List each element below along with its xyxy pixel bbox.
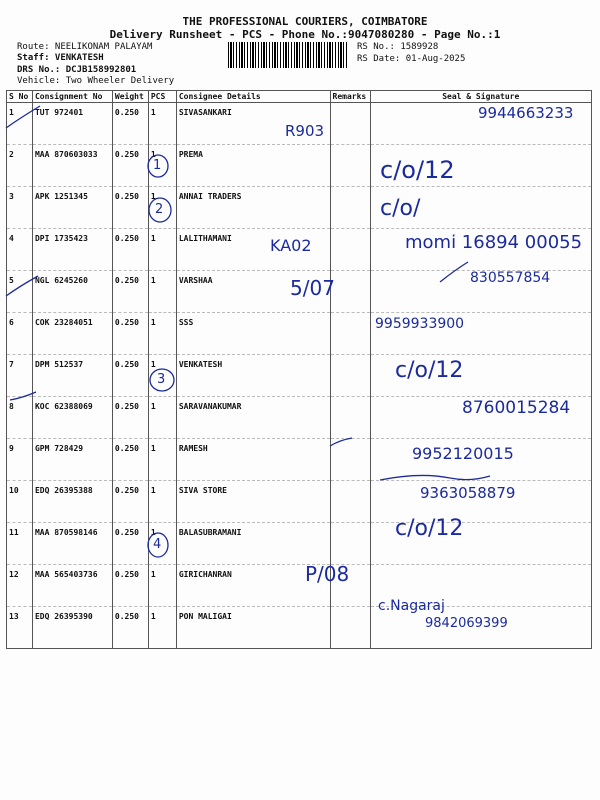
col-consignment: Consignment No (32, 91, 112, 103)
cell-consignment-no: KOC 62388069 (32, 397, 112, 439)
cell-sno: 13 (7, 607, 33, 649)
cell-consignment-no: NGL 6245260 (32, 271, 112, 313)
cell-consignment-no: APK 1251345 (32, 187, 112, 229)
hw-sig-row11: c/o/12 (395, 516, 464, 541)
cell-sno: 4 (7, 229, 33, 271)
cell-consignment-no: GPM 728429 (32, 439, 112, 481)
hw-sig-row4: momi 16894 00055 (405, 232, 583, 253)
cell-weight: 0.250 (112, 355, 148, 397)
cell-sno: 3 (7, 187, 33, 229)
tick-mark-row8 (10, 392, 36, 400)
cell-consignment-no: DPI 1735423 (32, 229, 112, 271)
cell-weight: 0.250 (112, 565, 148, 607)
cell-consignee: VARSHAA (176, 271, 330, 313)
cell-weight: 0.250 (112, 145, 148, 187)
cell-pcs: 1 (148, 397, 176, 439)
route-label: Route: NEELIKONAM PALAYAM (17, 42, 153, 52)
cell-consignment-no: EDQ 26395388 (32, 481, 112, 523)
cell-consignee: BALASUBRAMANI (176, 523, 330, 565)
hw-circle-row3: 2 (155, 202, 164, 217)
cell-pcs: 1 (148, 145, 176, 187)
tick-mark-row5 (6, 276, 38, 296)
cell-pcs: 1 (148, 313, 176, 355)
hw-phone-row5: 830557854 (470, 270, 551, 286)
cell-sno: 2 (7, 145, 33, 187)
cell-consignee: SIVA STORE (176, 481, 330, 523)
cell-consignee: SSS (176, 313, 330, 355)
cell-consignee: ANNAI TRADERS (176, 187, 330, 229)
col-pcs: PCS (148, 91, 176, 103)
cell-consignment-no: DPM 512537 (32, 355, 112, 397)
vehicle-label: Vehicle: Two Wheeler Delivery (17, 76, 175, 86)
hw-phone-row13: 9842069399 (425, 616, 508, 631)
tick-mark-row1 (6, 106, 40, 128)
cell-consignee: GIRICHANRAN (176, 565, 330, 607)
hw-phone-row1: 9944663233 (478, 104, 574, 122)
hw-sig-row3: c/o/ (380, 196, 421, 221)
cell-weight: 0.250 (112, 313, 148, 355)
cell-weight: 0.250 (112, 229, 148, 271)
hw-code-row5: 5/07 (290, 276, 335, 300)
cell-sno: 10 (7, 481, 33, 523)
cell-consignment-no: MAA 565403736 (32, 565, 112, 607)
cell-consignment-no: EDQ 26395390 (32, 607, 112, 649)
cell-weight: 0.250 (112, 397, 148, 439)
col-sno: S No (7, 91, 33, 103)
cell-weight: 0.250 (112, 481, 148, 523)
sign-stroke-row5 (440, 262, 468, 282)
cell-consignee: PREMA (176, 145, 330, 187)
cell-pcs: 1 (148, 271, 176, 313)
cell-pcs: 1 (148, 229, 176, 271)
hw-phone-row8: 8760015284 (462, 398, 571, 418)
arrow-mark-row9 (330, 438, 352, 446)
cell-consignment-no: MAA 870603033 (32, 145, 112, 187)
cell-sno: 8 (7, 397, 33, 439)
col-remarks: Remarks (330, 91, 370, 103)
hw-phone-row10: 9363058879 (420, 484, 516, 502)
sign-stroke-row10 (380, 475, 490, 480)
cell-sno: 5 (7, 271, 33, 313)
hw-phone-row6: 9959933900 (375, 316, 465, 332)
cell-weight: 0.250 (112, 607, 148, 649)
rs-date: RS Date: 01-Aug-2025 (357, 54, 466, 64)
cell-consignee: SARAVANAKUMAR (176, 397, 330, 439)
cell-weight: 0.250 (112, 439, 148, 481)
cell-consignee: SIVASANKARI (176, 103, 330, 145)
cell-weight: 0.250 (112, 523, 148, 565)
cell-pcs: 1 (148, 481, 176, 523)
cell-sno: 7 (7, 355, 33, 397)
hw-circle-row2: 1 (153, 158, 162, 173)
hw-sig-row2: c/o/12 (380, 156, 455, 184)
staff-label: Staff: VENKATESH (17, 53, 104, 63)
hw-phone-row9: 9952120015 (412, 444, 514, 463)
rs-number: RS No.: 1589928 (357, 42, 439, 52)
runsheet-subtitle: Delivery Runsheet - PCS - Phone No.:9047080280 - Page No.:1 (109, 28, 501, 41)
cell-sno: 9 (7, 439, 33, 481)
cell-weight: 0.250 (112, 271, 148, 313)
hw-circle-row7: 3 (157, 372, 166, 387)
cell-pcs: 1 (148, 439, 176, 481)
cell-sno: 6 (7, 313, 33, 355)
cell-pcs: 1 (148, 355, 176, 397)
cell-consignment-no: TUT 972401 (32, 103, 112, 145)
cell-pcs: 1 (148, 103, 176, 145)
cell-weight: 0.250 (112, 187, 148, 229)
cell-consignee: RAMESH (176, 439, 330, 481)
company-title: THE PROFESSIONAL COURIERS, COIMBATORE (182, 15, 428, 28)
cell-sno: 11 (7, 523, 33, 565)
hw-circle-row12: 4 (153, 537, 162, 552)
hw-code-row12: P/08 (305, 562, 350, 586)
cell-sno: 1 (7, 103, 33, 145)
cell-consignee: LALITHAMANI (176, 229, 330, 271)
hw-code-row1: R903 (285, 122, 325, 140)
col-weight: Weight (112, 91, 148, 103)
col-consignee: Consignee Details (176, 91, 330, 103)
cell-pcs: 1 (148, 565, 176, 607)
col-signature: Seal & Signature (370, 91, 591, 103)
drs-number: DRS No.: DCJB158992801 (17, 65, 137, 75)
cell-consignee: VENKATESH (176, 355, 330, 397)
cell-consignment-no: COK 23284051 (32, 313, 112, 355)
cell-pcs: 1 (148, 523, 176, 565)
cell-pcs: 1 (148, 187, 176, 229)
hw-name-row13: c.Nagaraj (378, 598, 445, 614)
cell-consignment-no: MAA 870598146 (32, 523, 112, 565)
cell-weight: 0.250 (112, 103, 148, 145)
hw-code-row4: KA02 (270, 236, 312, 255)
hw-sig-row7: c/o/12 (395, 358, 464, 383)
cell-pcs: 1 (148, 607, 176, 649)
cell-consignee: PON MALIGAI (176, 607, 330, 649)
cell-sno: 12 (7, 565, 33, 607)
